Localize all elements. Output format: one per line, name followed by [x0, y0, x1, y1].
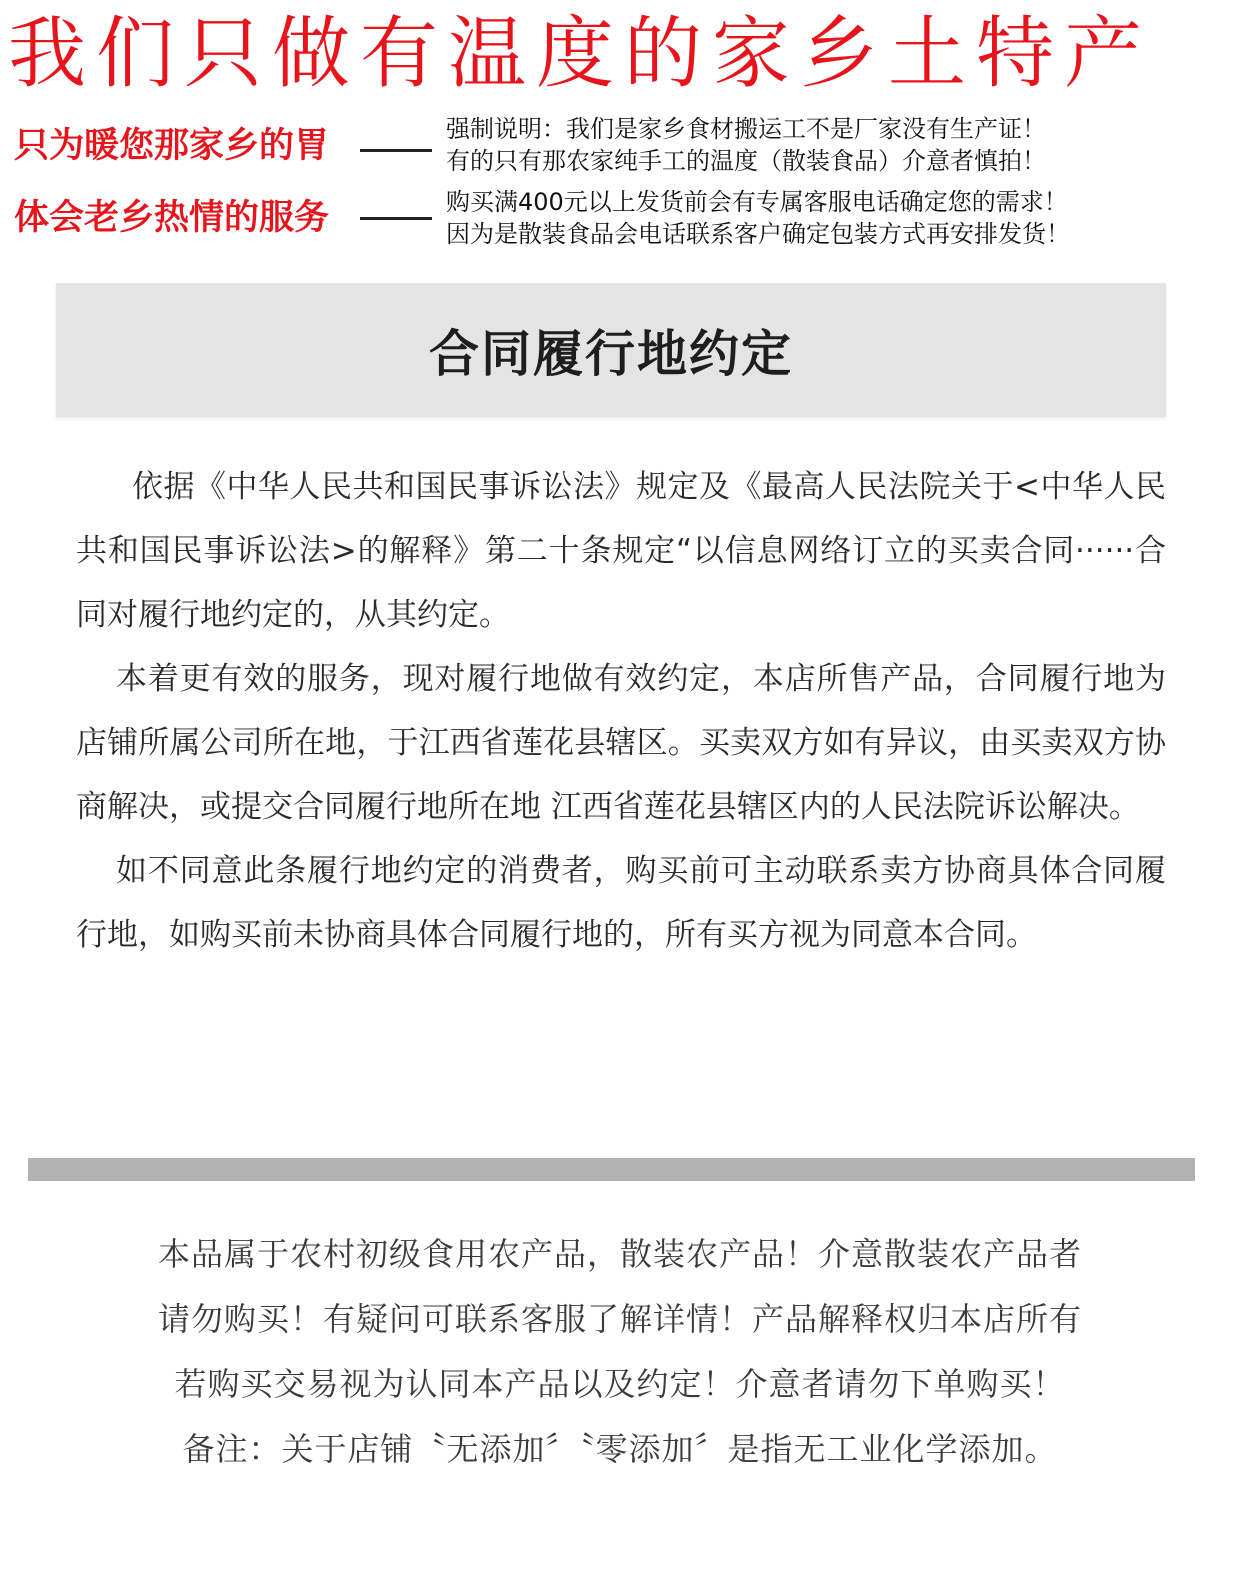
notice-line: 购买满400元以上发货前会有专属客服电话确定您的需求！: [446, 188, 1068, 216]
connector-dash: [360, 217, 432, 220]
notice-line: 强制说明：我们是家乡食材搬运工不是厂家没有生产证！: [446, 115, 1046, 143]
notice-line: 因为是散装食品会电话联系客户确定包装方式再安排发货！: [446, 220, 1070, 248]
contract-body: [76, 455, 1166, 967]
contract-paragraph: 本着更有效的服务，现对履行地做有效约定，本店所售产品，合同履行地为店铺所属公司所在地，于江西省莲花县辖区。买卖双方如有异议，由买卖双方协商解决，或提交合同履行地所在地 江西省莲花县辖区内的人民法院诉讼解决。: [76, 661, 1166, 825]
notice-line: 有的只有那农家纯手工的温度（散装食品）介意者慎拍！: [446, 147, 1046, 175]
section-divider: [28, 1158, 1195, 1181]
disclaimer: [0, 1222, 1240, 1482]
slogan-warm-stomach: 只为暖您那家乡的胃: [14, 126, 330, 166]
disclaimer-note: 备注：关于店铺〝无添加〞〝零添加〞是指无工业化学添加。: [182, 1430, 1058, 1468]
connector-dash: [360, 149, 432, 152]
contract-paragraph: 如不同意此条履行地约定的消费者，购买前可主动联系卖方协商具体合同履行地，如购买前未协商具体合同履行地的，所有买方视为同意本合同。: [76, 853, 1166, 953]
disclaimer-line: 本品属于农村初级食用农产品，散装农产品！介意散装农产品者: [157, 1235, 1082, 1273]
contract-paragraph: 依据《中华人民共和国民事诉讼法》规定及《最高人民法院关于<中华人民共和国民事诉讼法>的解释》第二十条规定“以信息网络订立的买卖合同······合同对履行地约定的，从其约定。: [76, 469, 1166, 633]
disclaimer-line: 请勿购买！有疑问可联系客服了解详情！产品解释权归本店所有: [157, 1300, 1082, 1338]
disclaimer-line: 若购买交易视为认同本产品以及约定！介意者请勿下单购买！: [174, 1365, 1066, 1403]
contract-title: 合同履行地约定: [429, 325, 793, 383]
slogan-service: 体会老乡热情的服务: [14, 198, 330, 238]
headline: 我们只做有温度的家乡土特产: [8, 9, 1153, 99]
contract-title-banner: [56, 283, 1166, 417]
